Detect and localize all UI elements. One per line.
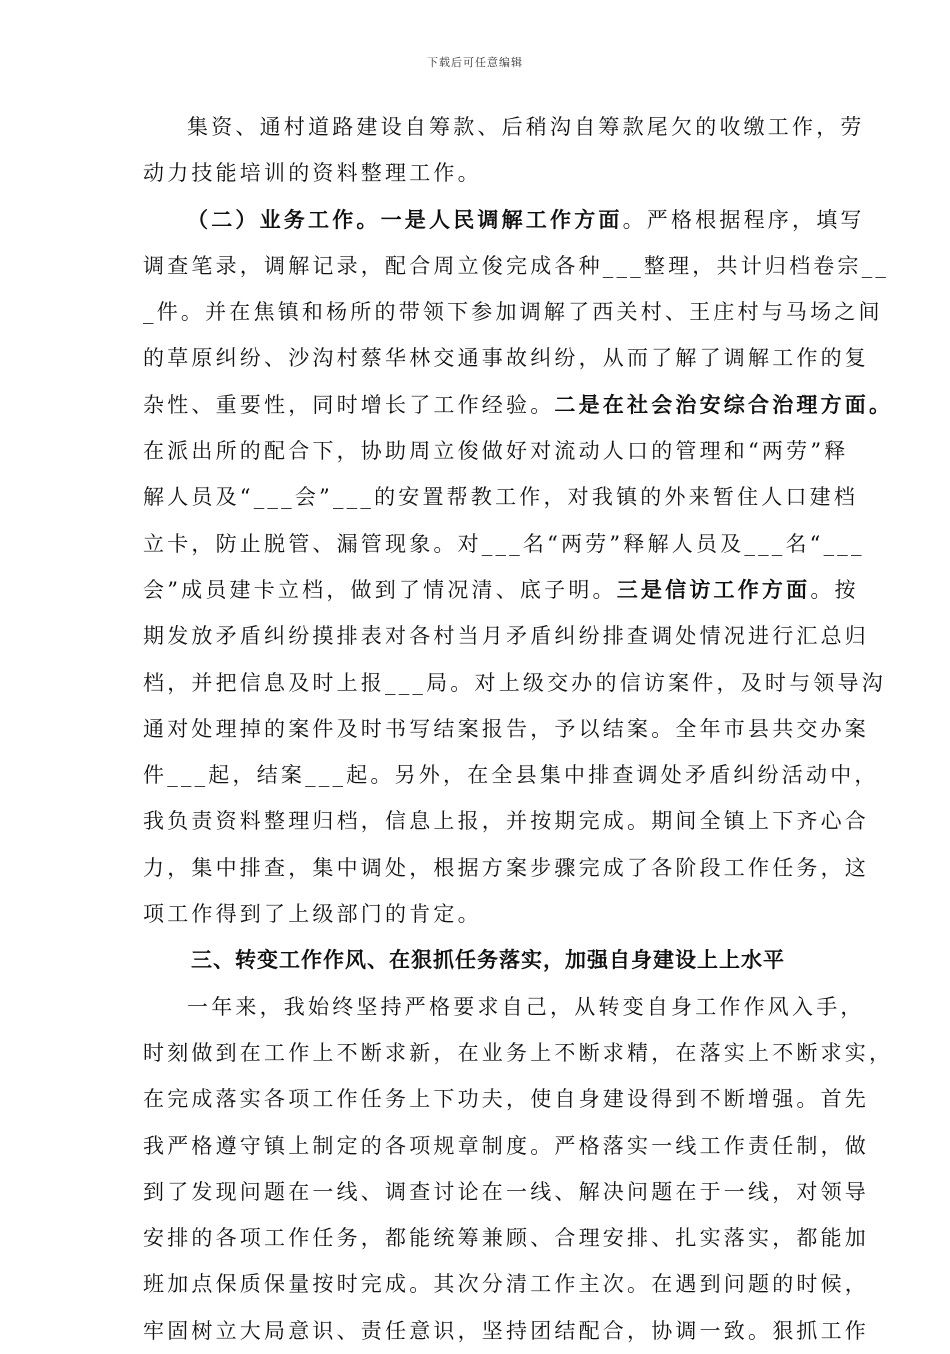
text-line: 时刻做到在工作上不断求新，在业务上不断求精，在落实上不断求实， (143, 1040, 894, 1065)
text-line: 杂性、重要性，同时增长了工作经验。二是在社会治安综合治理方面。 (143, 391, 894, 417)
text-line: 项工作得到了上级部门的肯定。 (143, 902, 482, 927)
text-line: 到了发现问题在一线、调查讨论在一线、解决问题在于一线，对领导 (143, 1179, 869, 1204)
text-line: 动力技能培训的资料整理工作。 (143, 161, 482, 186)
subsection-heading: 一是人民调解工作方面 (380, 206, 623, 232)
text-line: 一年来，我始终坚持严格要求自己，从转变自身工作作风入手， (187, 994, 865, 1019)
text-line: 我严格遵守镇上制定的各项规章制度。严格落实一线工作责任制，做 (143, 1133, 869, 1158)
subsection-heading: 二是在社会治安综合治理方面。 (554, 391, 894, 417)
document-body (143, 104, 894, 1354)
text-line: 会”成员建卡立档，做到了情况清、底子明。三是信访工作方面。按 (143, 576, 859, 602)
text-line: 我负责资料整理归档，信息上报，并按期完成。期间全镇上下齐心合 (143, 809, 869, 834)
subsection-heading: 三是信访工作方面 (616, 576, 811, 602)
text-line: 班加点保质保量按时完成。其次分清工作主次。在遇到问题的时候， (143, 1272, 869, 1297)
text-line: 期发放矛盾纠纷摸排表对各村当月矛盾纠纷排查调处情况进行汇总归 (143, 624, 869, 649)
text-line: 集资、通村道路建设自筹款、后稍沟自筹款尾欠的收缴工作，劳 (187, 115, 865, 139)
text-line: 立卡，防止脱管、漏管现象。对___名“两劳”释解人员及___名“___ (143, 531, 865, 556)
text-line: _件。并在焦镇和杨所的带领下参加调解了西关村、王庄村与马场之间 (143, 300, 883, 325)
text-line: （二）业务工作。一是人民调解工作方面。严格根据程序，填写 (187, 206, 865, 232)
text-line: 牢固树立大局意识、责任意识，坚持团结配合，协调一致。狠抓工作 (143, 1318, 869, 1343)
text-line: 安排的各项工作任务，都能统筹兼顾、合理安排、扎实落实，都能加 (143, 1226, 869, 1251)
text-line: 在完成落实各项工作任务上下功夫，使自身建设得到不断增强。首先 (143, 1087, 869, 1112)
text-line: 的草原纠纷、沙沟村蔡华林交通事故纠纷，从而了解了调解工作的复 (143, 346, 869, 371)
section-heading: 三、转变工作作风、在狠抓任务落实，加强自身建设上上水平 (191, 947, 785, 973)
text-line: 解人员及“___会”___的安置帮教工作，对我镇的外来暂住人口建档 (143, 485, 859, 510)
text-line: 通对处理掉的案件及时书写结案报告，予以结案。全年市县共交办案 (143, 716, 869, 741)
text-line: 档，并把信息及时上报___局。对上级交办的信访案件，及时与领导沟 (143, 670, 886, 695)
section-heading: （二）业务工作。 (187, 206, 381, 232)
text-line: 在派出所的配合下，协助周立俊做好对流动人口的管理和“两劳”释 (143, 439, 849, 464)
text-line: 调查笔录，调解记录，配合周立俊完成各种___整理，共计归档卷宗__ (143, 253, 890, 278)
text-line: 件___起，结案___起。另外，在全县集中排查调处矛盾纠纷活动中， (143, 763, 879, 788)
page-header: 下载后可任意编辑 (427, 56, 523, 69)
text-line: 力，集中排查，集中调处，根据方案步骤完成了各阶段工作任务，这 (143, 855, 869, 880)
